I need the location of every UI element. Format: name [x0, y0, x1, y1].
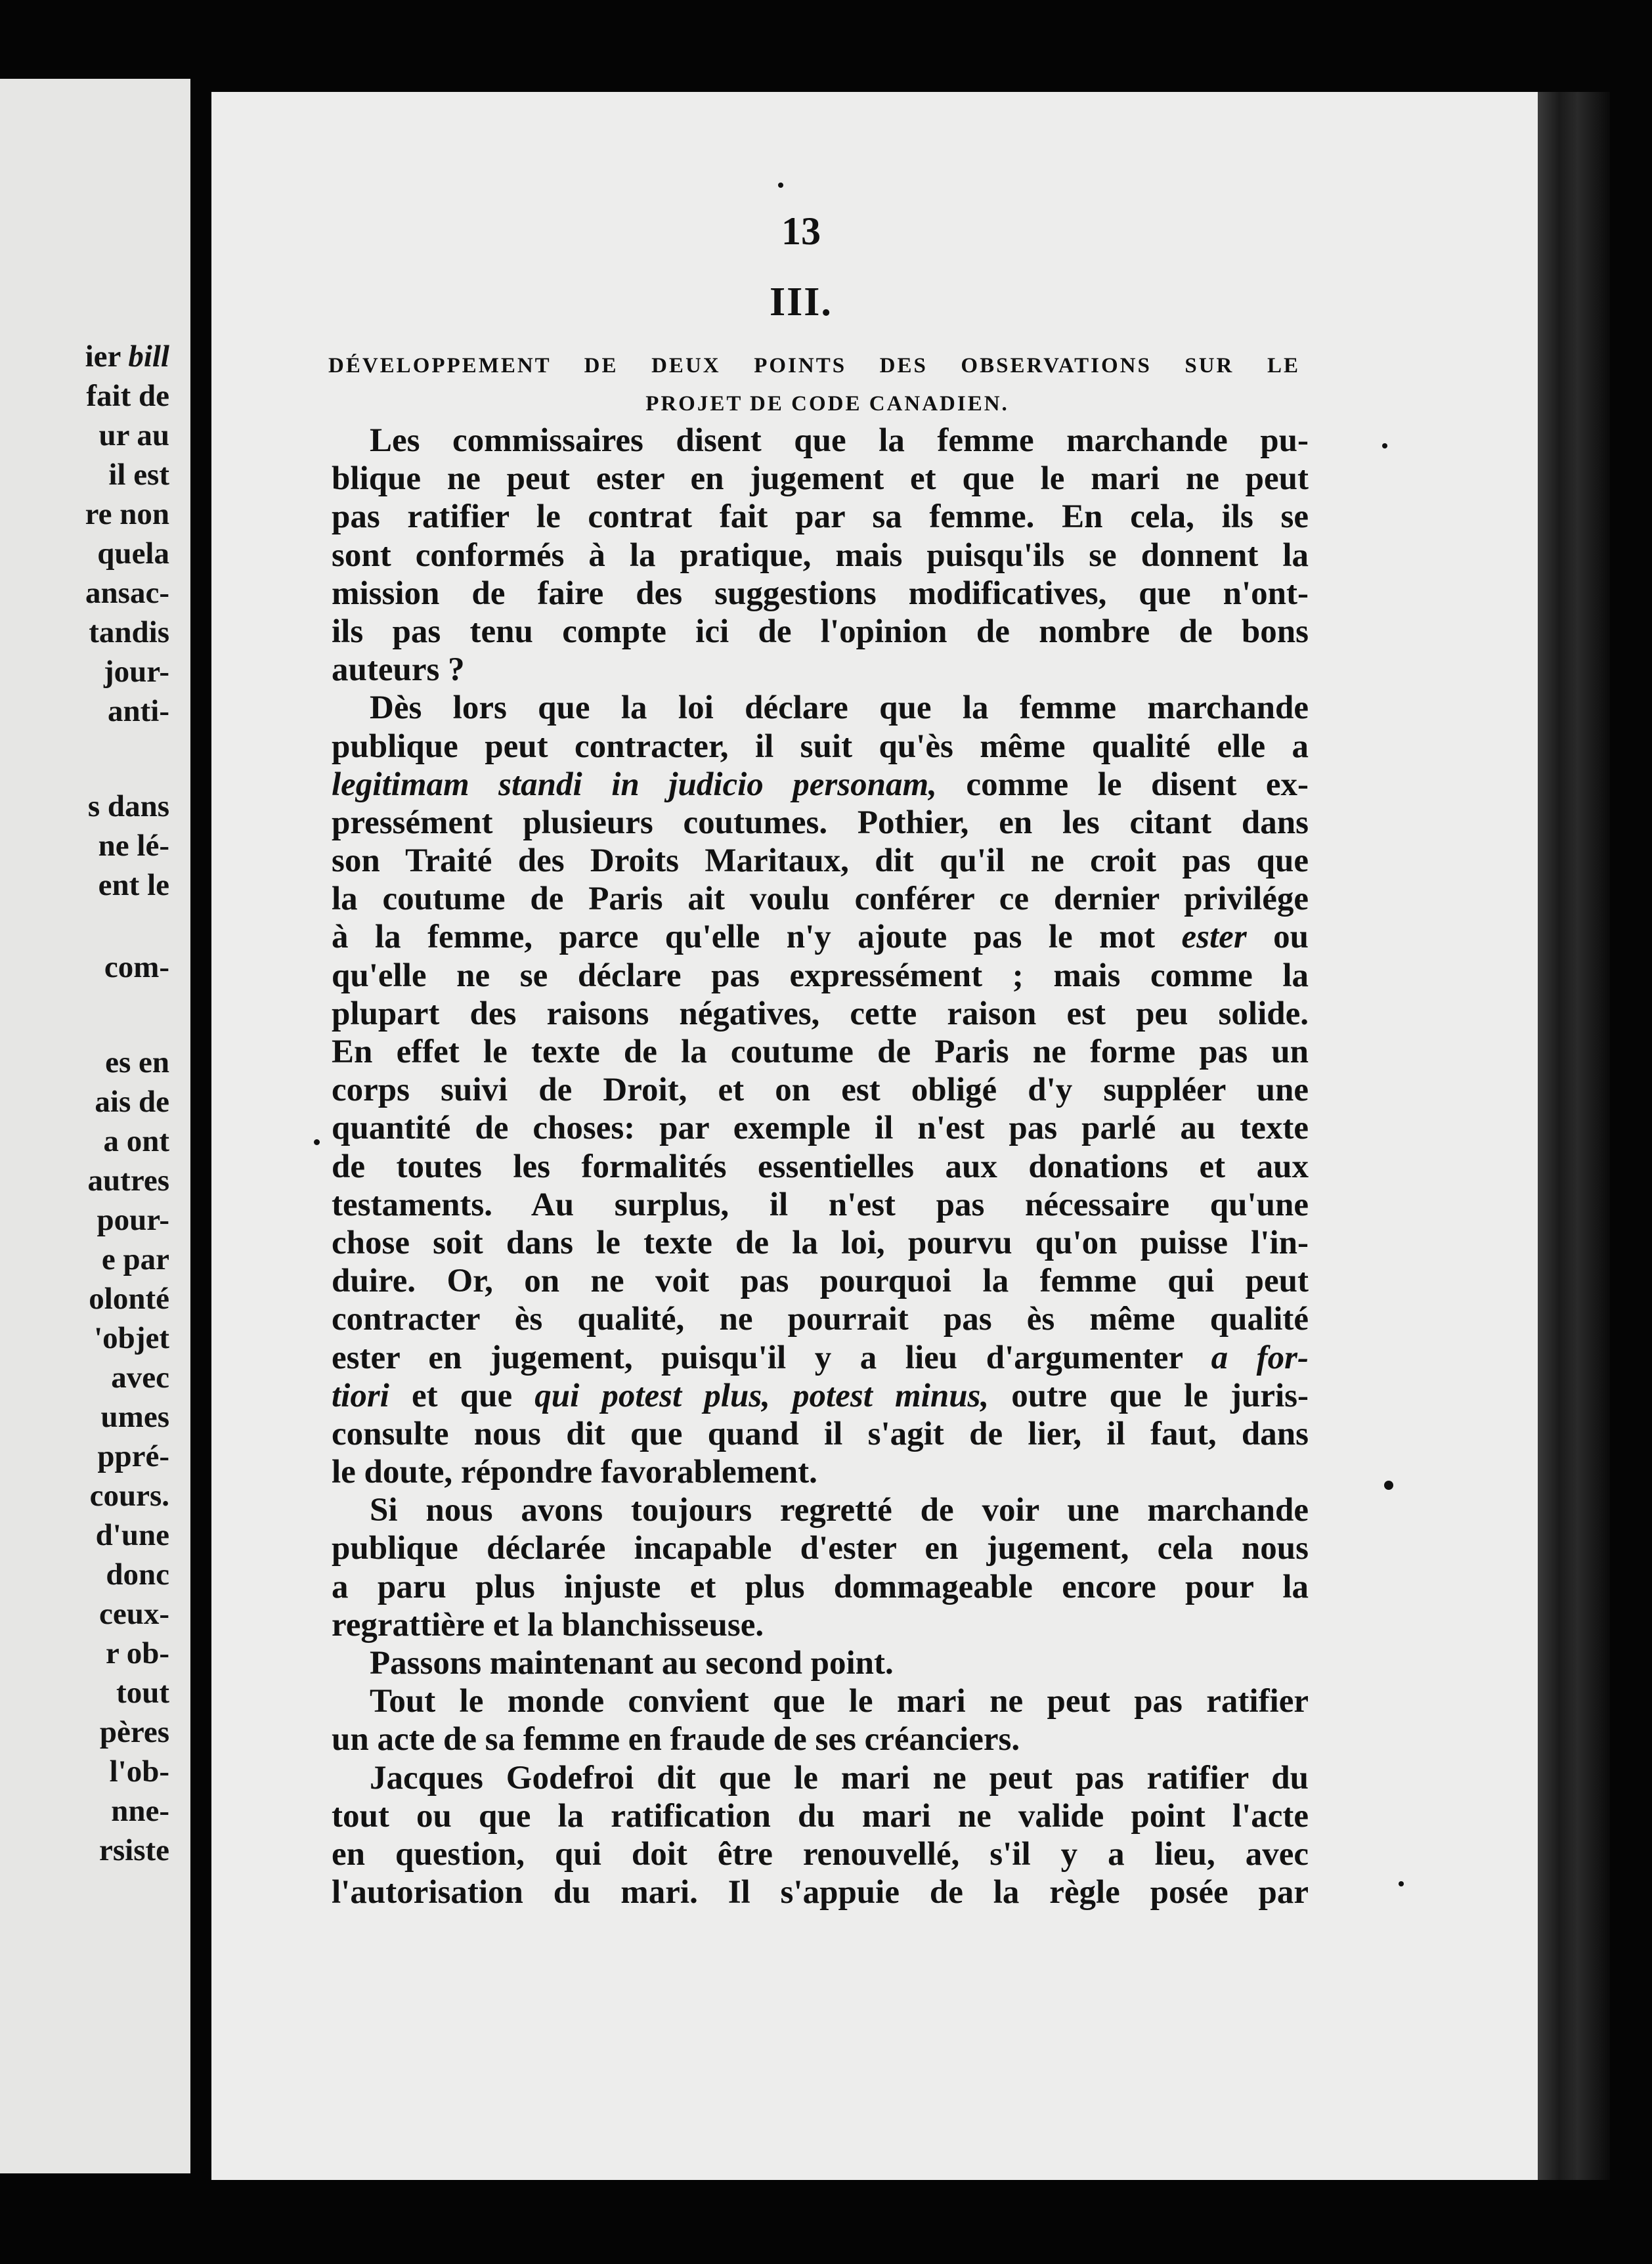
text-segment: comme le disent ex-: [936, 766, 1309, 803]
text-segment: blique ne peut ester en jugement et que le mari ne peut: [332, 460, 1309, 498]
left-page-text-fragment: ansac-: [85, 576, 169, 610]
text-segment: sont conformés à la pratique, mais puisqu'ils se donnent la: [332, 536, 1309, 574]
text-line: [332, 1186, 1309, 1224]
text-segment: chose soit dans le texte de la loi, pourvu qu'on puisse l'in-: [332, 1224, 1309, 1261]
text-line: [332, 422, 1309, 460]
text-line: [332, 651, 1309, 689]
text-segment: publique peut contracter, il suit qu'ès même qualité elle a: [332, 728, 1309, 765]
left-page-text-fragment: re non: [85, 497, 169, 531]
text-line: [332, 1682, 1309, 1720]
text-line: [332, 498, 1309, 536]
left-page-text-fragment: autres: [87, 1164, 169, 1198]
heading-line-1: DÉVELOPPEMENT DE DEUX POINTS DES OBSERVATIONS SUR LE: [328, 354, 1300, 378]
text-segment: En effet le texte de la coutume de Paris ne forme pas un: [332, 1034, 1309, 1070]
text-line: [332, 1071, 1309, 1109]
left-page-text-fragment: jour-: [103, 655, 169, 689]
text-line: [332, 1797, 1309, 1835]
text-segment: pas ratifier le contrat fait par sa femme. En cela, ils se: [332, 498, 1309, 536]
book-spine: [1538, 92, 1610, 2180]
text-segment: outre que le juris-: [989, 1377, 1309, 1414]
text-line: [332, 918, 1309, 956]
text-segment: son Traité des Droits Maritaux, dit qu'il ne croit pas que: [332, 842, 1309, 880]
text-segment: testaments. Au surplus, il n'est pas nécessaire qu'une: [332, 1186, 1309, 1223]
text-segment: a paru plus injuste et plus dommageable encore pour la: [332, 1568, 1309, 1605]
section-number: III.: [770, 280, 833, 324]
left-page-text-fragment: rsiste: [98, 1833, 169, 1867]
text-line: [332, 1224, 1309, 1262]
text-segment: duire. Or, on ne voit pas pourquoi la femme qui peut: [332, 1263, 1309, 1300]
left-page-text-fragment: a ont: [103, 1124, 169, 1158]
text-segment: regrattière et la blanchisseuse.: [332, 1606, 764, 1644]
text-line: [332, 957, 1309, 995]
text-segment: quantité de choses: par exemple il n'est pas parlé au texte: [332, 1110, 1309, 1147]
italic-text-segment: tiori: [332, 1377, 389, 1414]
left-page-text-fragment: anti-: [108, 694, 169, 728]
text-line: [332, 1720, 1309, 1758]
text-line: [332, 1377, 1309, 1415]
left-page-text-fragment: com-: [104, 950, 169, 984]
left-page-text-fragment: r ob-: [105, 1636, 169, 1670]
italic-text-segment: legitimam standi in judicio personam,: [332, 766, 937, 803]
left-page-text-fragment: ppré-: [97, 1439, 169, 1473]
heading-line-2: PROJET DE CODE CANADIEN.: [645, 392, 1009, 416]
left-page-text-fragment: pour-: [97, 1203, 169, 1237]
italic-text-segment: qui potest plus, potest minus,: [534, 1377, 989, 1414]
left-page-text-fragment: nne-: [111, 1794, 169, 1828]
left-page-text-fragment: donc: [106, 1557, 169, 1592]
text-segment: Si nous avons toujours regretté de voir une marchande: [370, 1492, 1309, 1529]
left-page-text-fragment: ais de: [95, 1085, 169, 1119]
left-page-text-fragment: ur au: [98, 418, 169, 452]
text-segment: en question, qui doit être renouvellé, s'il y a lieu, avec: [332, 1835, 1309, 1873]
speck-mark: [778, 183, 783, 188]
text-segment: plupart des raisons négatives, cette raison est peu solide.: [332, 995, 1309, 1032]
text-segment: l'autorisation du mari. Il s'appuie de la règle posée par: [332, 1874, 1309, 1911]
text-segment: auteurs ?: [332, 651, 465, 689]
text-line: [332, 689, 1309, 727]
left-page-text-fragment: fait de: [86, 379, 169, 413]
left-page-text-fragment: d'une: [95, 1518, 169, 1552]
left-page-text-fragment: e par: [101, 1242, 169, 1276]
text-line: [332, 1148, 1309, 1186]
text-segment: corps suivi de Droit, et on est obligé d'y suppléer une: [332, 1072, 1309, 1109]
text-line: [332, 1453, 1309, 1491]
text-segment: un acte de sa femme en fraude de ses créanciers.: [332, 1721, 1020, 1758]
left-page-fragment: [0, 79, 190, 2173]
text-segment: Passons maintenant au second point.: [370, 1645, 894, 1682]
left-page-text-fragment: l'ob-: [109, 1754, 169, 1789]
speck-mark: [1399, 1881, 1404, 1886]
body-text: [332, 422, 1309, 1911]
text-segment: ils pas tenu compte ici de l'opinion de nombre de bons: [332, 613, 1309, 650]
left-page-text-fragment: cours.: [89, 1479, 169, 1513]
text-segment: Jacques Godefroi dit que le mari ne peut pas ratifier du: [370, 1759, 1309, 1796]
text-segment: contracter ès qualité, ne pourrait pas ès même qualité: [332, 1301, 1309, 1338]
speck-mark: [1382, 443, 1387, 448]
left-page-text-fragment: avec: [111, 1361, 169, 1395]
text-line: [332, 995, 1309, 1033]
left-page-text-fragment: umes: [100, 1400, 169, 1434]
left-page-text-fragment: es en: [105, 1045, 169, 1079]
text-line: [332, 1835, 1309, 1873]
speck-mark: [1384, 1481, 1393, 1490]
left-page-text-fragment: s dans: [87, 789, 169, 823]
text-segment: ester en jugement, puisqu'il y a lieu d'argumenter: [332, 1339, 1211, 1376]
text-segment: consulte nous dit que quand il s'agit de lier, il faut, dans: [332, 1415, 1309, 1452]
left-page-text-fragment: quela: [97, 536, 169, 571]
text-line: [332, 1109, 1309, 1147]
text-line: [332, 1606, 1309, 1644]
text-segment: ou: [1246, 919, 1309, 956]
left-page-text-fragment: ent le: [98, 868, 169, 902]
text-line: [332, 575, 1309, 613]
text-line: [332, 1339, 1309, 1377]
text-line: [332, 1644, 1309, 1682]
text-line: [332, 1033, 1309, 1071]
text-segment: Les commissaires disent que la femme marchande pu-: [370, 422, 1309, 459]
text-line: [332, 1759, 1309, 1797]
italic-text-segment: ester: [1181, 919, 1247, 956]
text-line: [332, 1529, 1309, 1567]
left-page-text-fragment: tandis: [89, 615, 169, 649]
text-segment: la coutume de Paris ait voulu conférer ce dernier privilége: [332, 881, 1309, 918]
text-line: [332, 536, 1309, 575]
text-line: [332, 842, 1309, 880]
text-segment: Tout le monde convient que le mari ne peut pas ratifier: [370, 1683, 1309, 1720]
text-line: [332, 766, 1309, 804]
left-page-text-fragment: pères: [99, 1715, 169, 1749]
text-line: [332, 880, 1309, 918]
text-line: [332, 1873, 1309, 1911]
text-line: [332, 613, 1309, 651]
text-line: [332, 728, 1309, 766]
text-segment: Dès lors que la loi déclare que la femme marchande: [370, 689, 1309, 727]
left-page-text-fragment: ceux-: [98, 1597, 169, 1631]
left-page-text-fragment: tout: [116, 1676, 169, 1710]
text-segment: le doute, répondre favorablement.: [332, 1454, 817, 1491]
text-line: [332, 804, 1309, 842]
text-segment: tout ou que la ratification du mari ne valide point l'acte: [332, 1797, 1309, 1835]
text-line: [332, 1415, 1309, 1453]
page-number: 13: [781, 209, 821, 253]
text-segment: pressément plusieurs coutumes. Pothier, en les citant dans: [332, 804, 1309, 841]
speck-mark: [314, 1139, 320, 1145]
text-segment: et que: [389, 1377, 535, 1414]
text-segment: de toutes les formalités essentielles aux donations et aux: [332, 1148, 1309, 1185]
left-page-text-fragment: 'objet: [94, 1321, 169, 1355]
italic-text-segment: a for-: [1211, 1339, 1309, 1376]
text-line: [332, 460, 1309, 498]
left-page-text-fragment: il est: [108, 458, 169, 492]
text-line: [332, 1300, 1309, 1338]
left-page-text-fragment: ne lé-: [98, 829, 169, 863]
text-line: [332, 1568, 1309, 1606]
text-line: [332, 1491, 1309, 1529]
left-page-text-fragment: ier bill: [85, 339, 169, 374]
left-page-text-fragment: olonté: [89, 1282, 169, 1316]
text-segment: publique déclarée incapable d'ester en jugement, cela nous: [332, 1530, 1309, 1567]
text-segment: mission de faire des suggestions modificatives, que n'ont-: [332, 575, 1309, 612]
text-line: [332, 1262, 1309, 1300]
text-segment: qu'elle ne se déclare pas expressément ; mais comme la: [332, 957, 1309, 994]
section-heading: [328, 347, 1300, 423]
text-segment: à la femme, parce qu'elle n'y ajoute pas le mot: [332, 919, 1182, 956]
